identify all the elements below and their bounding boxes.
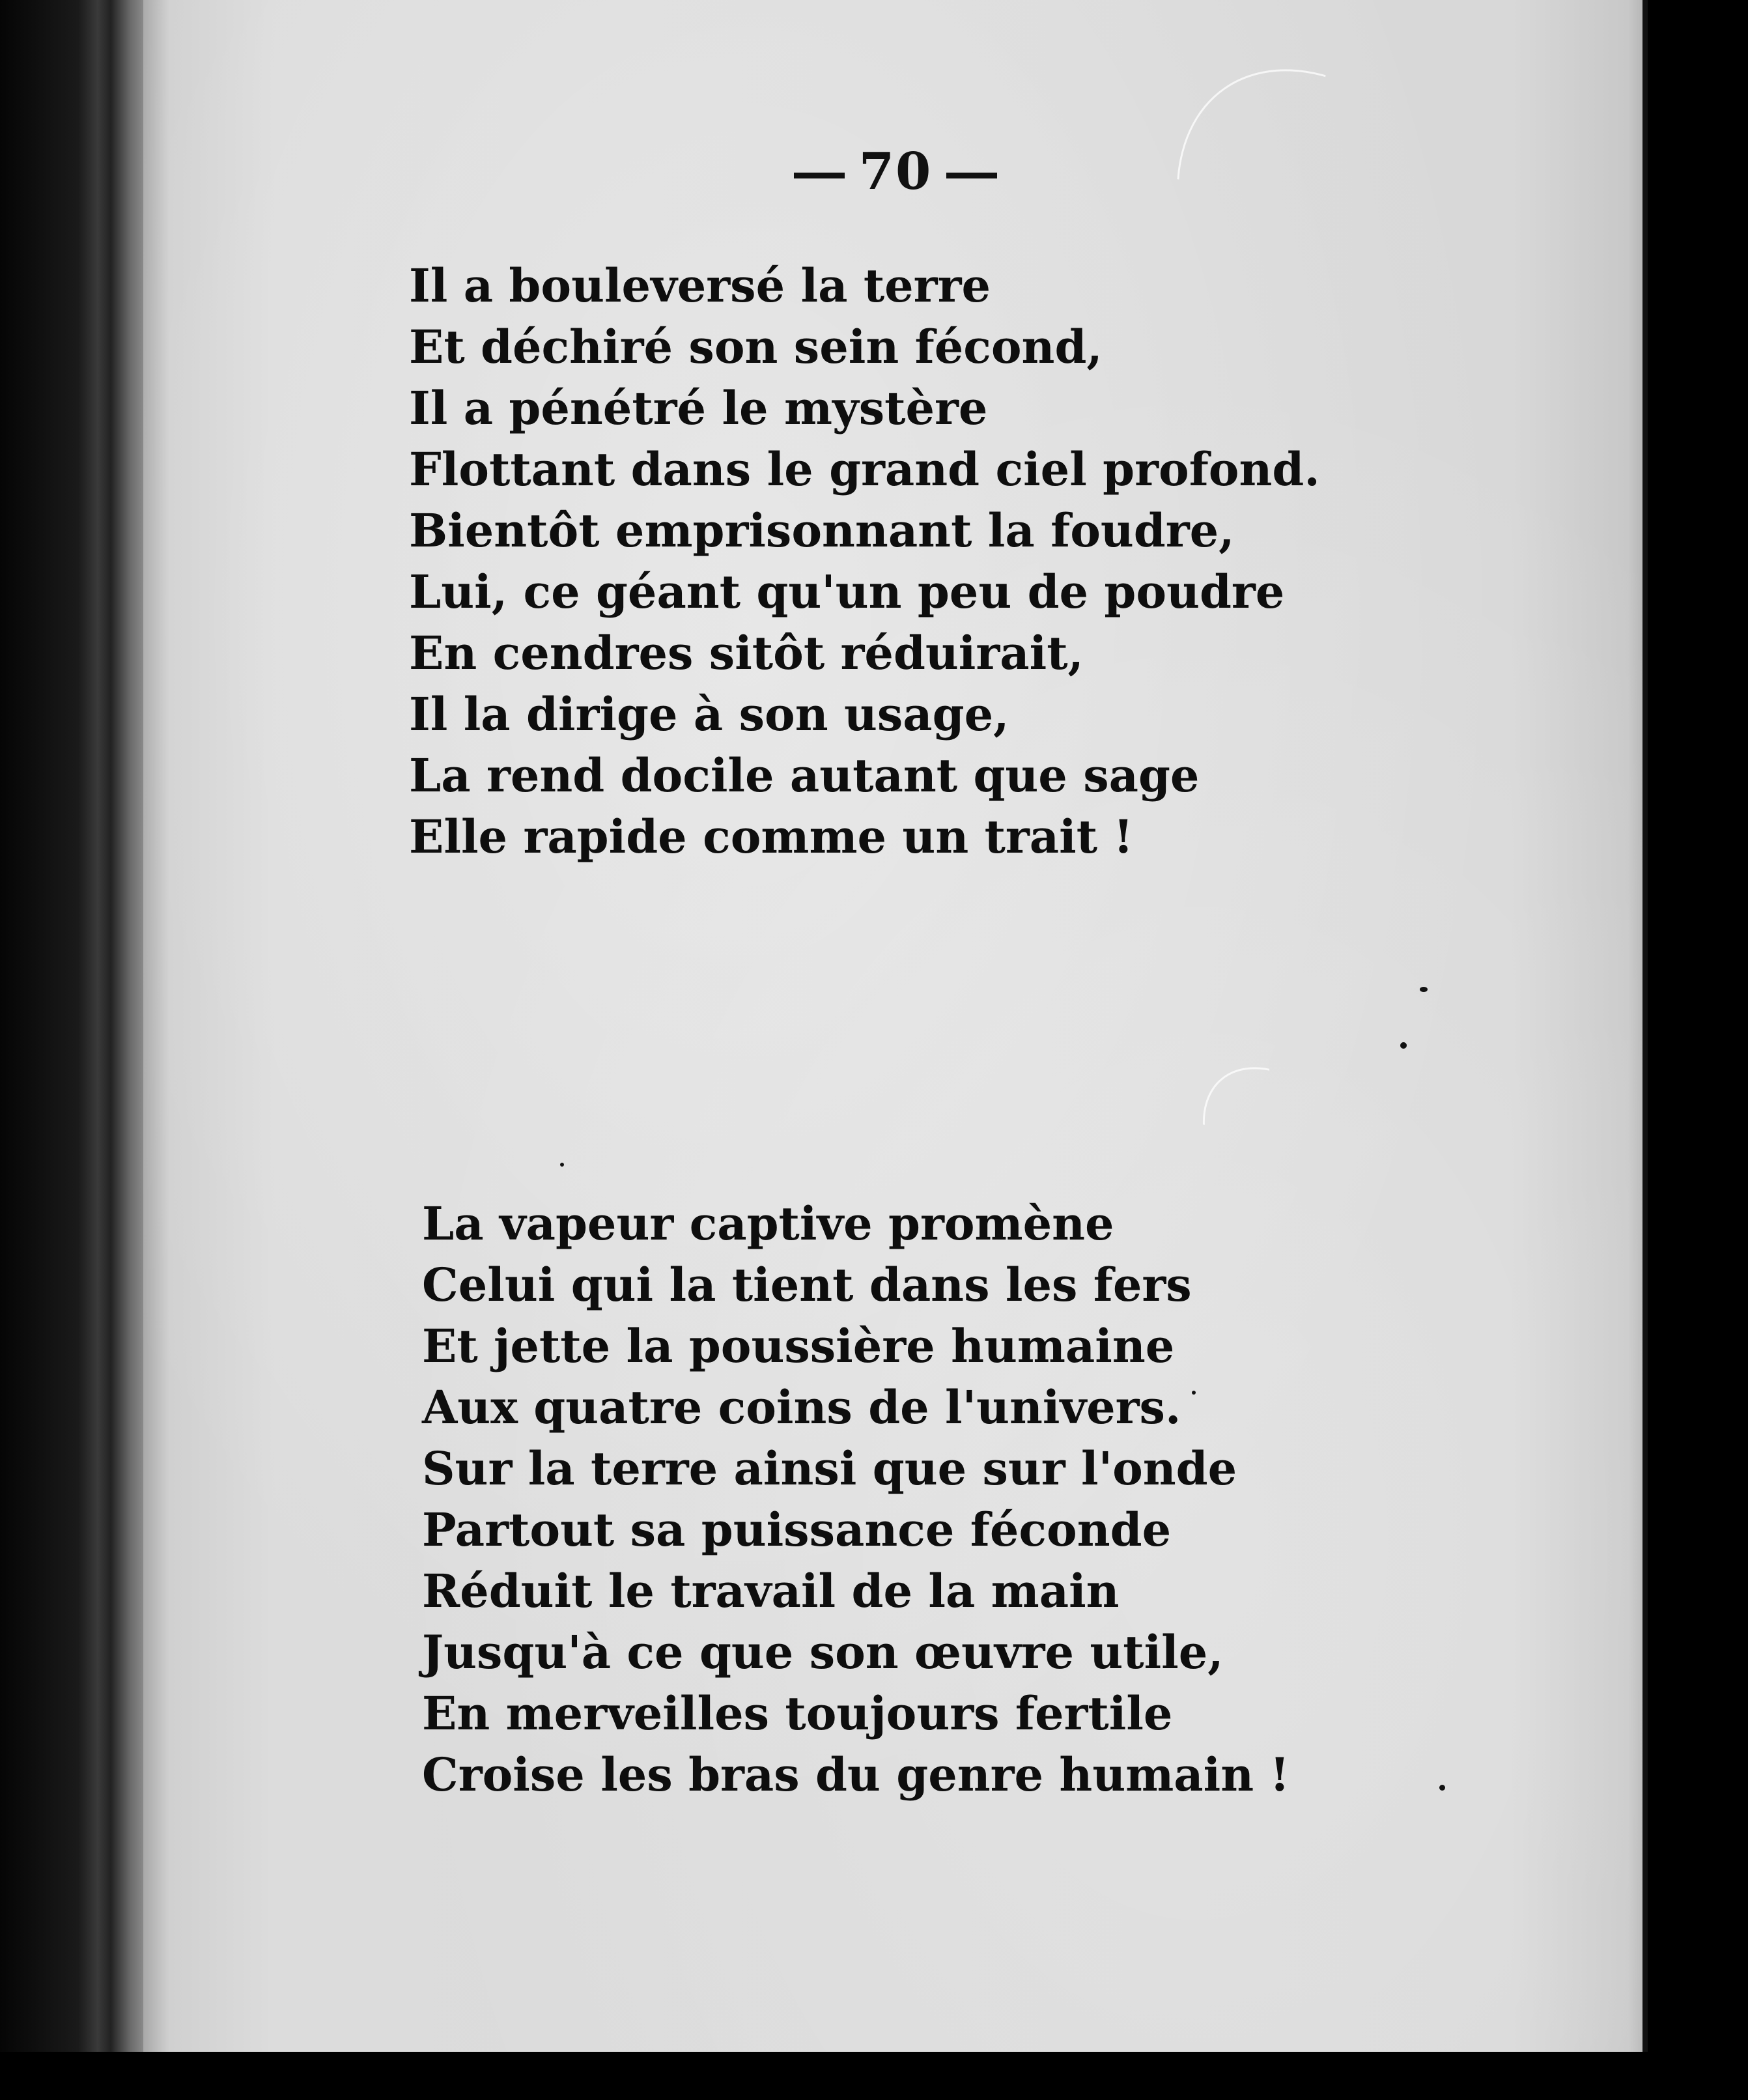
poem-line: Celui qui la tient dans les fers: [422, 1258, 1192, 1312]
poem-line: Il a bouleversé la terre: [409, 259, 991, 313]
book-page: [143, 0, 1648, 2052]
poem-line: Il a pénétré le mystère: [409, 381, 988, 435]
poem-line: Bientôt emprisonnant la foudre,: [409, 504, 1235, 558]
poem-line: En merveilles toujours fertile: [422, 1686, 1173, 1740]
poem-line: Aux quatre coins de l'univers.: [422, 1380, 1181, 1434]
poem-line: Elle rapide comme un trait !: [409, 810, 1134, 864]
poem-line: Jusqu'à ce que son œuvre utile,: [422, 1625, 1224, 1679]
poem-line: Flottant dans le grand ciel profond.: [409, 442, 1320, 496]
poem-line: En cendres sitôt réduirait,: [409, 626, 1084, 680]
poem-stanza-1: [409, 255, 1320, 868]
scan-right-margin: [1648, 0, 1748, 2100]
poem-stanza-2: [422, 1193, 1290, 1806]
poem-line: Il la dirige à son usage,: [409, 687, 1009, 741]
poem-line: Lui, ce géant qu'un peu de poudre: [409, 565, 1285, 619]
poem-line: Et déchiré son sein fécond,: [409, 320, 1103, 374]
scan-speck: [1400, 1042, 1407, 1049]
poem-line: La vapeur captive promène: [422, 1197, 1114, 1251]
scan-bottom-margin: [0, 2052, 1748, 2100]
poem-line: Et jette la poussière humaine: [422, 1319, 1175, 1373]
scan-speck: [1439, 1785, 1445, 1791]
scan-speck: [1192, 1391, 1196, 1395]
page-number-value: 70: [858, 142, 933, 201]
book-binding-edge: [0, 0, 150, 2100]
poem-line: Partout sa puissance féconde: [422, 1503, 1172, 1557]
poem-line: Réduit le travail de la main: [422, 1564, 1120, 1618]
scan-speck: [560, 1163, 564, 1167]
scan-speck: [1420, 987, 1428, 992]
page-number-dash-right: [946, 173, 997, 178]
poem-line: Sur la terre ainsi que sur l'onde: [422, 1441, 1237, 1496]
page-number-dash-left: [794, 173, 845, 178]
poem-line: Croise les bras du genre humain !: [422, 1748, 1290, 1802]
poem-line: La rend docile autant que sage: [409, 748, 1200, 802]
